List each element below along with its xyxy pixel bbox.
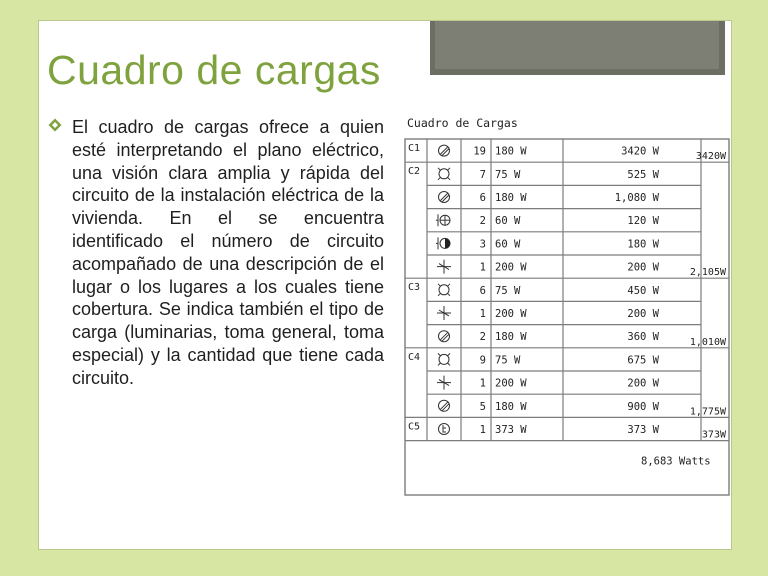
circuit-label: C5 bbox=[408, 421, 421, 433]
unit-power-cell: 180 W bbox=[495, 400, 527, 413]
lamp-icon bbox=[438, 168, 450, 180]
circuit-total-cell: 3420W bbox=[695, 151, 726, 163]
outlet-icon bbox=[439, 192, 450, 203]
subtotal-cell: 450 W bbox=[627, 284, 659, 297]
subtotal-cell: 120 W bbox=[627, 215, 659, 228]
special-outlet-icon bbox=[439, 424, 450, 435]
subtotal-cell: 1,080 W bbox=[614, 192, 659, 204]
subtotal-cell: 675 W bbox=[627, 354, 659, 367]
quantity-cell: 7 bbox=[479, 168, 486, 181]
unit-power-cell: 180 W bbox=[495, 192, 527, 204]
lamp-icon bbox=[438, 284, 450, 296]
wall-lamp-icon bbox=[436, 214, 450, 226]
unit-power-cell: 200 W bbox=[495, 308, 527, 320]
ceiling-fan-icon bbox=[437, 260, 451, 274]
quantity-cell: 9 bbox=[479, 354, 486, 367]
circuit-total-cell: 373W bbox=[701, 429, 726, 441]
unit-power-cell: 75 W bbox=[495, 284, 521, 297]
quantity-cell: 2 bbox=[479, 331, 486, 344]
unit-power-cell: 75 W bbox=[495, 354, 521, 367]
header-decoration bbox=[430, 21, 725, 75]
unit-power-cell: 180 W bbox=[495, 331, 527, 344]
circuit-total-cell: 1,775W bbox=[689, 406, 726, 418]
subtotal-cell: 200 W bbox=[627, 308, 659, 320]
quantity-cell: 19 bbox=[473, 145, 486, 158]
circuit-label: C2 bbox=[408, 166, 421, 178]
unit-power-cell: 75 W bbox=[495, 168, 521, 181]
quantity-cell: 1 bbox=[479, 308, 486, 320]
circuit-label: C3 bbox=[408, 282, 421, 294]
circuit-label: C4 bbox=[408, 351, 421, 363]
slide bbox=[38, 20, 732, 550]
unit-power-cell: 60 W bbox=[495, 238, 521, 251]
unit-power-cell: 200 W bbox=[495, 377, 527, 390]
subtotal-cell: 525 W bbox=[627, 168, 659, 181]
circuit-total-cell: 1,010W bbox=[689, 336, 726, 348]
quantity-cell: 1 bbox=[479, 261, 486, 274]
outlet-icon bbox=[439, 145, 450, 156]
lamp-icon bbox=[438, 353, 450, 365]
subtotal-cell: 200 W bbox=[627, 377, 659, 390]
grand-total: 8,683 Watts bbox=[641, 455, 711, 468]
outlet-icon bbox=[439, 400, 450, 411]
ceiling-fan-icon bbox=[437, 376, 451, 390]
circuit-total-cell: 2,105W bbox=[689, 267, 726, 279]
subtotal-cell: 200 W bbox=[627, 261, 659, 274]
load-table bbox=[391, 103, 731, 505]
table-border bbox=[405, 139, 729, 495]
diamond-bullet-icon bbox=[48, 118, 62, 132]
load-table-title: Cuadro de Cargas bbox=[407, 116, 518, 130]
outlet-icon bbox=[439, 331, 450, 342]
ceiling-fan-icon bbox=[437, 306, 451, 320]
subtotal-cell: 900 W bbox=[627, 400, 659, 413]
quantity-cell: 1 bbox=[479, 377, 486, 390]
quantity-cell: 5 bbox=[479, 400, 486, 413]
slide-paragraph: El cuadro de cargas ofrece a quien esté interpretando el plano eléctrico, una visión clara amplia y rápida del circuito de la instalación eléctrica de la vivienda. En el se encuentra identificado el número de circuito acompañado de una descripción de el lugar o los lugares a los cuales tiene cobertura. Se indica también el tipo de carga (luminarias, toma general, toma especial) y la cantidad que tiene cada circuito. bbox=[72, 117, 384, 388]
wall-lamp-half-icon bbox=[436, 237, 450, 249]
subtotal-cell: 180 W bbox=[627, 238, 659, 251]
quantity-cell: 6 bbox=[479, 192, 486, 204]
subtotal-cell: 360 W bbox=[627, 331, 659, 344]
unit-power-cell: 373 W bbox=[495, 424, 527, 436]
unit-power-cell: 200 W bbox=[495, 261, 527, 274]
unit-power-cell: 180 W bbox=[495, 145, 527, 158]
subtotal-cell: 373 W bbox=[627, 424, 659, 436]
unit-power-cell: 60 W bbox=[495, 215, 521, 228]
circuit-label: C1 bbox=[408, 143, 421, 154]
quantity-cell: 2 bbox=[479, 215, 486, 228]
subtotal-cell: 3420 W bbox=[621, 145, 659, 158]
quantity-cell: 1 bbox=[479, 424, 486, 436]
quantity-cell: 3 bbox=[479, 238, 486, 251]
slide-title: Cuadro de cargas bbox=[47, 47, 381, 93]
load-table-drawing bbox=[391, 103, 731, 505]
quantity-cell: 6 bbox=[479, 284, 486, 297]
